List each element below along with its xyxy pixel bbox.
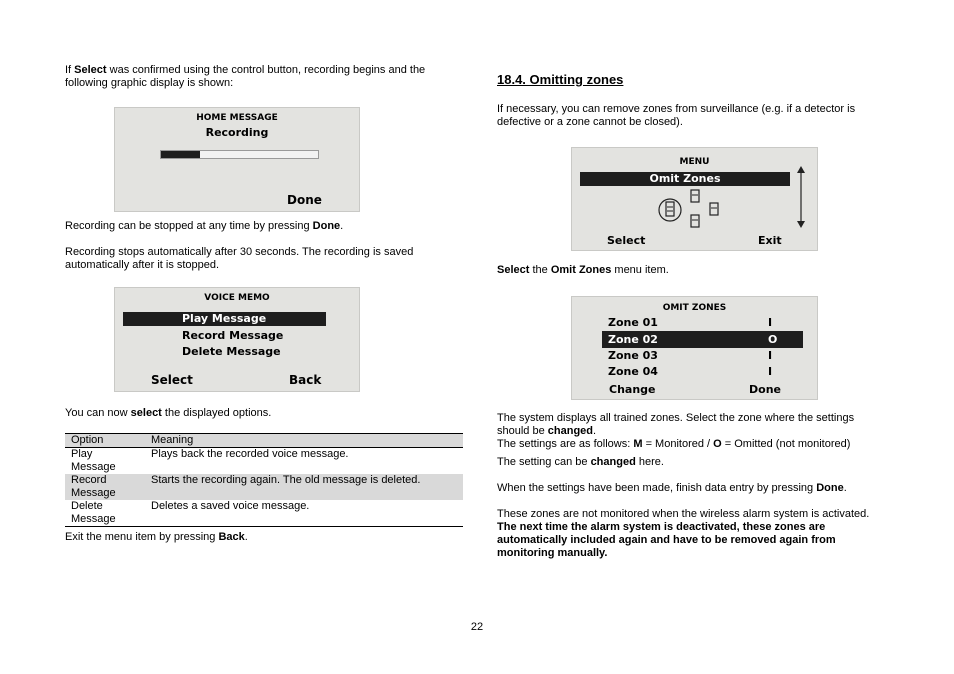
table-row — [65, 500, 463, 527]
meaning-cell: Starts the recording again. The old message is deleted. — [151, 474, 421, 486]
meaning-cell: Plays back the recorded voice message. — [151, 448, 349, 460]
table-row — [65, 448, 463, 475]
stop-paragraph: Recording can be stopped at any time by pressing Done. — [65, 220, 344, 232]
zone-name[interactable]: Zone 04 — [608, 365, 658, 378]
select-softkey[interactable]: Select — [607, 234, 646, 247]
exit-softkey[interactable]: Exit — [758, 234, 782, 247]
lcd-omit-zones — [571, 296, 818, 400]
lcd-header: VOICE MEMO — [204, 293, 270, 303]
change-paragraph: The setting can be changed here. — [497, 456, 664, 468]
finish-paragraph: When the settings have been made, finish data entry by pressing Done. — [497, 482, 847, 494]
recording-progress-bar — [160, 150, 319, 159]
settings-legend-paragraph: The settings are as follows: M = Monitored / O = Omitted (not monitored) — [497, 438, 851, 450]
done-softkey[interactable]: Done — [287, 193, 322, 207]
lcd-header: MENU — [679, 157, 710, 167]
zones-paragraph: The system displays all trained zones. Select the zone where the settings should be changed. — [497, 412, 855, 437]
zone-state: I — [768, 316, 773, 329]
menu-caption: Select the Omit Zones menu item. — [497, 264, 669, 276]
auto-stop-paragraph: Recording stops automatically after 30 seconds. The recording is saved automatically after it is stopped. — [65, 246, 414, 271]
lcd-voice-memo — [114, 287, 360, 392]
zone-state: O — [768, 333, 778, 346]
zone-state: I — [768, 349, 773, 362]
lcd-title: Recording — [205, 126, 269, 139]
lcd-menu — [571, 147, 818, 251]
zone-state: I — [768, 365, 773, 378]
page-number: 22 — [470, 621, 484, 633]
lcd-home-message — [114, 107, 360, 212]
table-row — [65, 474, 463, 500]
back-softkey[interactable]: Back — [289, 373, 322, 387]
zone-name[interactable]: Zone 02 — [608, 333, 658, 346]
lcd-header: HOME MESSAGE — [196, 113, 278, 123]
option-cell: Delete Message — [71, 500, 116, 525]
scroll-arrows-icon[interactable] — [794, 166, 808, 228]
meaning-cell: Deletes a saved voice message. — [151, 500, 310, 512]
option-cell: Record Message — [71, 474, 116, 499]
menu-item-delete-message[interactable]: Delete Message — [182, 345, 281, 358]
menu-item-record-message[interactable]: Record Message — [182, 329, 284, 342]
omit-intro-paragraph: If necessary, you can remove zones from surveillance (e.g. if a detector is defective or a zone cannot be closed). — [497, 103, 856, 128]
menu-item-omit-zones[interactable]: Omit Zones — [580, 172, 790, 186]
done-softkey[interactable]: Done — [749, 383, 781, 396]
column-header-option: Option — [71, 434, 104, 446]
exit-paragraph: Exit the menu item by pressing Back. — [65, 531, 248, 543]
menu-item-play-message[interactable]: Play Message — [123, 312, 326, 326]
option-cell: Play Message — [71, 448, 116, 473]
column-header-meaning: Meaning — [151, 434, 194, 446]
select-paragraph: You can now select the displayed options. — [65, 407, 272, 419]
change-softkey[interactable]: Change — [609, 383, 656, 396]
select-softkey[interactable]: Select — [151, 373, 193, 387]
zone-name[interactable]: Zone 03 — [608, 349, 658, 362]
options-table — [65, 433, 463, 527]
intro-paragraph: If Select was confirmed using the control button, recording begins and the following graphic display is shown: — [65, 64, 426, 89]
zone-name[interactable]: Zone 01 — [608, 316, 658, 329]
table-header-row — [65, 434, 463, 448]
section-heading: 18.4. Omitting zones — [497, 72, 624, 87]
lcd-header: OMIT ZONES — [662, 303, 727, 313]
recording-progress-fill — [161, 151, 200, 158]
note-paragraph: These zones are not monitored when the wireless alarm system is activated. The next time the alarm system is deactivated, these zones are automatically included again and have to be removed again from monitoring manually. — [497, 508, 870, 559]
